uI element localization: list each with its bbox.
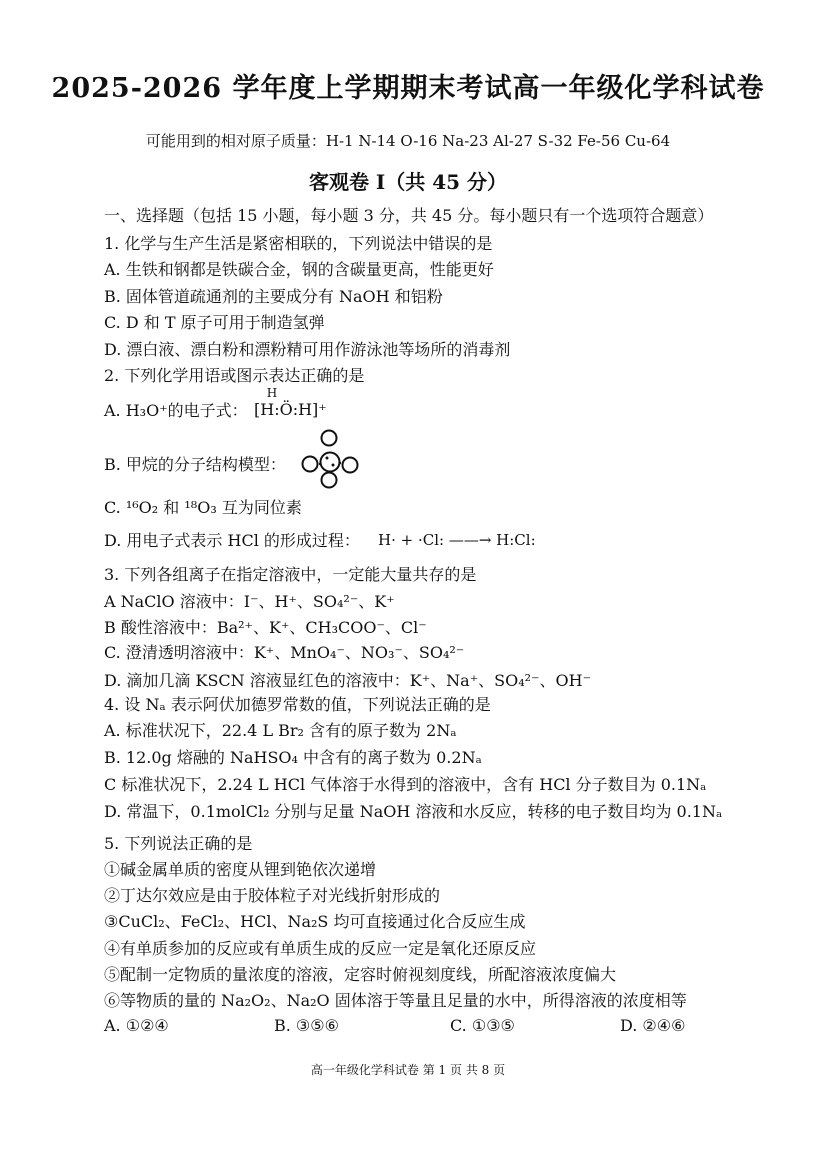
q4-option-b: B. 12.0g 熔融的 NaHSO₄ 中含有的离子数为 0.2Nₐ [104,748,482,767]
hydronium-top-h: H [266,386,278,400]
page-footer: 高一年级化学科试卷 第 1 页 共 8 页 [310,1063,506,1077]
q2-option-a: A. H₃O⁺的电子式： [104,401,248,420]
q5-statement-4: ④有单质参加的反应或有单质生成的反应一定是氧化还原反应 [104,939,537,958]
q2-stem: 2. 下列化学用语或图示表达正确的是 [104,366,365,385]
q4-option-d: D. 常温下，0.1molCl₂ 分别与足量 NaOH 溶液和水反应，转移的电子数目均为 0.1Nₐ [104,802,723,821]
hcl-formation-formula: H· + ·Cl: ——→ H:Cl: [378,531,536,549]
q4-stem: 4. 设 Nₐ 表示阿伏加德罗常数的值，下列说法正确的是 [104,695,491,714]
atomic-masses-note: 可能用到的相对原子质量：H-1 N-14 O-16 Na-23 Al-27 S-32 Fe-56 Cu-64 [145,132,671,150]
exam-title: 2025-2026 学年度上学期期末考试高一年级化学科试卷 [51,73,765,104]
q3-option-d: D. 滴加几滴 KSCN 溶液显红色的溶液中：K⁺、Na⁺、SO₄²⁻、OH⁻ [104,671,592,690]
section-heading: 一、选择题（包括 15 小题，每小题 3 分，共 45 分。每小题只有一个选项符合题意） [104,206,714,225]
q5-option-a: A. ①②④ [104,1016,169,1035]
q5-statement-3: ③CuCl₂、FeCl₂、HCl、Na₂S 均可直接通过化合反应生成 [104,912,526,931]
q4-option-c: C 标准状况下，2.24 L HCl 气体溶于水得到的溶液中，含有 HCl 分子数目为 0.1Nₐ [104,775,707,794]
q3-stem: 3. 下列各组离子在指定溶液中，一定能大量共存的是 [104,565,477,584]
q3-option-c: C. 澄清透明溶液中：K⁺、MnO₄⁻、NO₃⁻、SO₄²⁻ [104,643,465,662]
q5-statement-1: ①碱金属单质的密度从锂到铯依次递增 [104,860,377,879]
q1-stem: 1. 化学与生产生活是紧密相联的，下列说法中错误的是 [104,234,493,253]
q2-option-d: D. 用电子式表示 HCl 的形成过程： [104,531,360,550]
q5-option-c: C. ①③⑤ [450,1016,515,1035]
q5-option-d: D. ②④⑥ [620,1016,686,1035]
q5-statement-6: ⑥等物质的量的 Na₂O₂、Na₂O 固体溶于等量且足量的水中，所得溶液的浓度相等 [104,991,687,1010]
q4-option-a: A. 标准状况下，22.4 L Br₂ 含有的原子数为 2Nₐ [104,721,457,740]
q5-stem: 5. 下列说法正确的是 [104,834,253,853]
hydronium-electron-formula: [H:Ö:H]⁺ [254,400,327,419]
q5-statement-5: ⑤配制一定物质的量浓度的溶液，定容时俯视刻度线，所配溶液浓度偏大 [104,965,617,984]
q2-option-c: C. ¹⁶O₂ 和 ¹⁸O₃ 互为同位素 [104,498,302,517]
section-title: 客观卷 I（共 45 分） [308,170,508,194]
q5-option-b: B. ③⑤⑥ [274,1016,339,1035]
q1-option-b: B. 固体管道疏通剂的主要成分有 NaOH 和铝粉 [104,287,443,306]
q1-option-a: A. 生铁和钢都是铁碳合金，钢的含碳量更高，性能更好 [104,260,494,279]
q3-option-b: B 酸性溶液中：Ba²⁺、K⁺、CH₃COO⁻、Cl⁻ [104,618,427,637]
q1-option-c: C. D 和 T 原子可用于制造氢弹 [104,313,325,332]
q3-option-a: A NaClO 溶液中：I⁻、H⁺、SO₄²⁻、K⁺ [104,592,395,611]
q2-option-b: B. 甲烷的分子结构模型： [104,455,286,474]
q1-option-d: D. 漂白液、漂白粉和漂粉精可用作游泳池等场所的消毒剂 [104,340,511,359]
q5-statement-2: ②丁达尔效应是由于胶体粒子对光线折射形成的 [104,886,441,905]
methane-model-diagram [296,425,366,491]
